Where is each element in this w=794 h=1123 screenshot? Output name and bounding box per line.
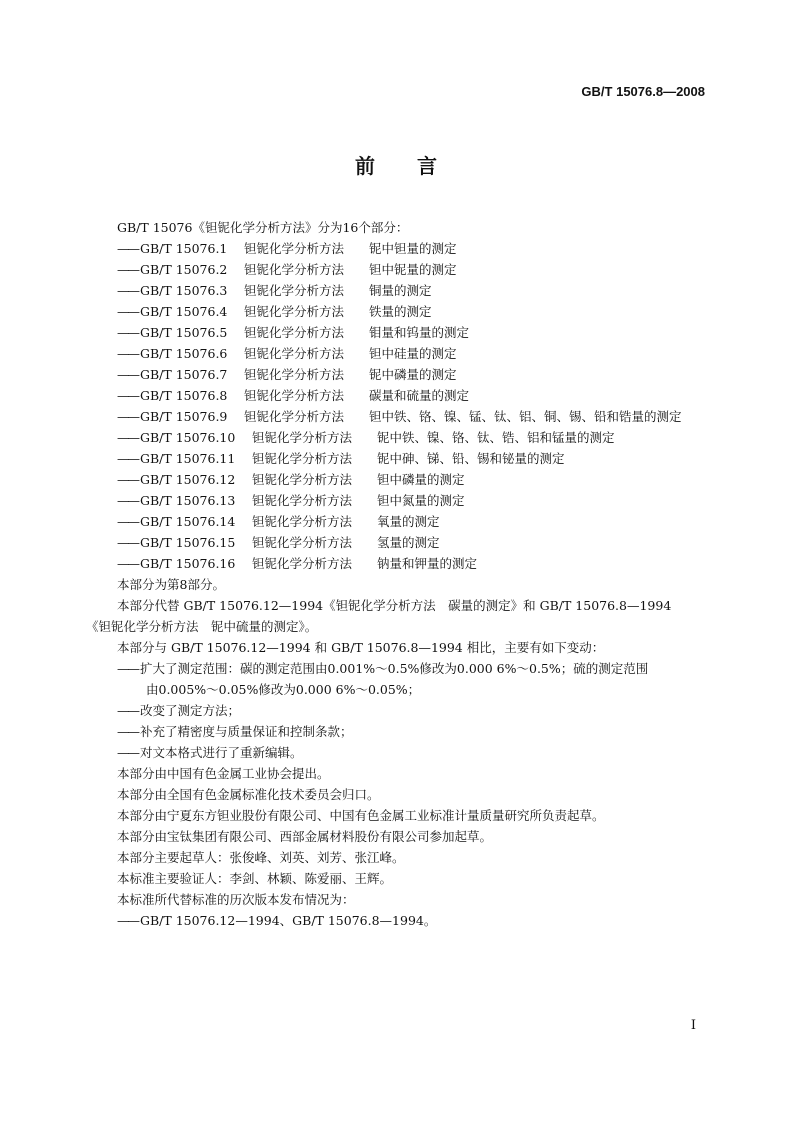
part-code: GB/T 15076.3	[140, 283, 228, 298]
change-item-continuation: 由0.005%～0.05%修改为0.000 6%～0.05%；	[146, 682, 421, 697]
history-text: GB/T 15076.12—1994、GB/T 15076.8—1994。	[140, 913, 437, 928]
main-drafters: 本部分主要起草人：张俊峰、刘英、刘芳、张江峰。	[117, 850, 405, 865]
part-series: 钽铌化学分析方法	[252, 514, 353, 529]
part-topic: 钽中硅量的测定	[369, 346, 457, 361]
part-topic: 氧量的测定	[377, 514, 440, 529]
parts-list	[117, 238, 717, 574]
part-code: GB/T 15076.7	[140, 367, 228, 382]
part-list-item	[117, 301, 717, 322]
part-list-item	[117, 553, 717, 574]
replace-paragraph-line-1: 本部分代替 GB/T 15076.12—1994《钽铌化学分析方法 碳量的测定》和 GB/T 15076.8—1994	[117, 598, 672, 613]
page-number: I	[690, 1018, 696, 1033]
change-text: 补充了精密度与质量保证和控制条款；	[140, 724, 353, 739]
em-dash: ——	[117, 724, 138, 739]
history-item	[117, 910, 717, 931]
changes-intro: 本部分与 GB/T 15076.12—1994 和 GB/T 15076.8—1994 相比，主要有如下变动：	[117, 640, 605, 655]
part-topic: 钽中铁、铬、镍、锰、钛、铝、铜、锡、铅和锆量的测定	[369, 409, 682, 424]
main-verifiers: 本标准主要验证人：李剑、林颖、陈爱丽、王辉。	[117, 871, 393, 886]
part-list-item	[117, 385, 717, 406]
em-dash: ——	[117, 262, 138, 277]
part-topic: 铌中砷、锑、铅、锡和铋量的测定	[377, 451, 565, 466]
part-series: 钽铌化学分析方法	[244, 241, 345, 256]
em-dash: ——	[117, 535, 138, 550]
change-item	[117, 700, 717, 721]
part-code: GB/T 15076.6	[140, 346, 228, 361]
part-list-item	[117, 322, 717, 343]
change-text: 扩大了测定范围：碳的测定范围由0.001%～0.5%修改为0.000 6%～0.5%；硫的测定范围	[140, 661, 649, 676]
em-dash: ——	[117, 913, 138, 928]
part-topic: 氢量的测定	[377, 535, 440, 550]
part-topic: 钽中磷量的测定	[377, 472, 465, 487]
part-list-item	[117, 364, 717, 385]
em-dash: ——	[117, 430, 138, 445]
title-char-2: 言	[417, 154, 439, 178]
change-item	[117, 721, 717, 742]
part-code: GB/T 15076.2	[140, 262, 228, 277]
proposed-by: 本部分由中国有色金属工业协会提出。	[117, 766, 330, 781]
part-series: 钽铌化学分析方法	[252, 493, 353, 508]
part-list-item	[117, 259, 717, 280]
part-code: GB/T 15076.12	[140, 472, 236, 487]
part-list-item	[117, 490, 717, 511]
managed-by: 本部分由全国有色金属标准化技术委员会归口。	[117, 787, 380, 802]
page-title	[0, 150, 794, 179]
part-list-item	[117, 280, 717, 301]
part-series: 钽铌化学分析方法	[244, 388, 345, 403]
part-series: 钽铌化学分析方法	[244, 283, 345, 298]
part-series: 钽铌化学分析方法	[252, 430, 353, 445]
part-series: 钽铌化学分析方法	[244, 409, 345, 424]
change-item	[117, 658, 717, 679]
part-list-item	[117, 238, 717, 259]
em-dash: ——	[117, 514, 138, 529]
part-topic: 钠量和钾量的测定	[377, 556, 478, 571]
part-series: 钽铌化学分析方法	[244, 262, 345, 277]
em-dash: ——	[117, 556, 138, 571]
part-code: GB/T 15076.13	[140, 493, 236, 508]
em-dash: ——	[117, 409, 138, 424]
part-topic: 钼量和钨量的测定	[369, 325, 470, 340]
part-code: GB/T 15076.5	[140, 325, 228, 340]
drafted-by: 本部分由宁夏东方钽业股份有限公司、中国有色金属工业标准计量质量研究所负责起草。	[117, 808, 605, 823]
em-dash: ——	[117, 451, 138, 466]
em-dash: ——	[117, 661, 138, 676]
em-dash: ——	[117, 493, 138, 508]
em-dash: ——	[117, 241, 138, 256]
part-code: GB/T 15076.9	[140, 409, 228, 424]
part-code: GB/T 15076.15	[140, 535, 236, 550]
replace-paragraph-line-2: 《钽铌化学分析方法 铌中硫量的测定》。	[86, 619, 318, 634]
history-intro: 本标准所代替标准的历次版本发布情况为：	[117, 892, 355, 907]
part-list-item	[117, 448, 717, 469]
part-topic: 铌中铁、镍、铬、钛、锆、铝和锰量的测定	[377, 430, 615, 445]
change-item	[117, 742, 717, 763]
part-series: 钽铌化学分析方法	[252, 451, 353, 466]
em-dash: ——	[117, 304, 138, 319]
em-dash: ——	[117, 325, 138, 340]
em-dash: ——	[117, 388, 138, 403]
em-dash: ——	[117, 703, 138, 718]
part-series: 钽铌化学分析方法	[244, 325, 345, 340]
part-topic: 铜量的测定	[369, 283, 432, 298]
part-topic: 钽中氮量的测定	[377, 493, 465, 508]
part-topic: 铁量的测定	[369, 304, 432, 319]
part-note: 本部分为第8部分。	[117, 577, 225, 592]
part-code: GB/T 15076.11	[140, 451, 236, 466]
part-topic: 碳量和硫量的测定	[369, 388, 470, 403]
part-list-item	[117, 427, 717, 448]
em-dash: ——	[117, 283, 138, 298]
participated-by: 本部分由宝钛集团有限公司、西部金属材料股份有限公司参加起草。	[117, 829, 493, 844]
part-code: GB/T 15076.4	[140, 304, 228, 319]
part-list-item	[117, 343, 717, 364]
change-text: 改变了测定方法；	[140, 703, 241, 718]
em-dash: ——	[117, 346, 138, 361]
part-list-item	[117, 532, 717, 553]
part-topic: 铌中磷量的测定	[369, 367, 457, 382]
em-dash: ——	[117, 472, 138, 487]
change-text: 对文本格式进行了重新编辑。	[140, 745, 303, 760]
part-series: 钽铌化学分析方法	[252, 556, 353, 571]
part-series: 钽铌化学分析方法	[252, 472, 353, 487]
document-body	[86, 217, 717, 931]
part-series: 钽铌化学分析方法	[244, 304, 345, 319]
part-list-item	[117, 406, 717, 427]
em-dash: ——	[117, 745, 138, 760]
em-dash: ——	[117, 367, 138, 382]
part-code: GB/T 15076.16	[140, 556, 236, 571]
part-code: GB/T 15076.8	[140, 388, 228, 403]
part-list-item	[117, 469, 717, 490]
intro-line: GB/T 15076《钽铌化学分析方法》分为16个部分：	[117, 220, 409, 235]
part-code: GB/T 15076.10	[140, 430, 236, 445]
part-topic: 钽中铌量的测定	[369, 262, 457, 277]
part-code: GB/T 15076.14	[140, 514, 236, 529]
part-list-item	[117, 511, 717, 532]
part-series: 钽铌化学分析方法	[252, 535, 353, 550]
part-series: 钽铌化学分析方法	[244, 346, 345, 361]
part-topic: 铌中钽量的测定	[369, 241, 457, 256]
part-code: GB/T 15076.1	[140, 241, 228, 256]
part-series: 钽铌化学分析方法	[244, 367, 345, 382]
title-char-1: 前	[355, 154, 377, 178]
standard-code-header: GB/T 15076.8—2008	[581, 84, 705, 99]
